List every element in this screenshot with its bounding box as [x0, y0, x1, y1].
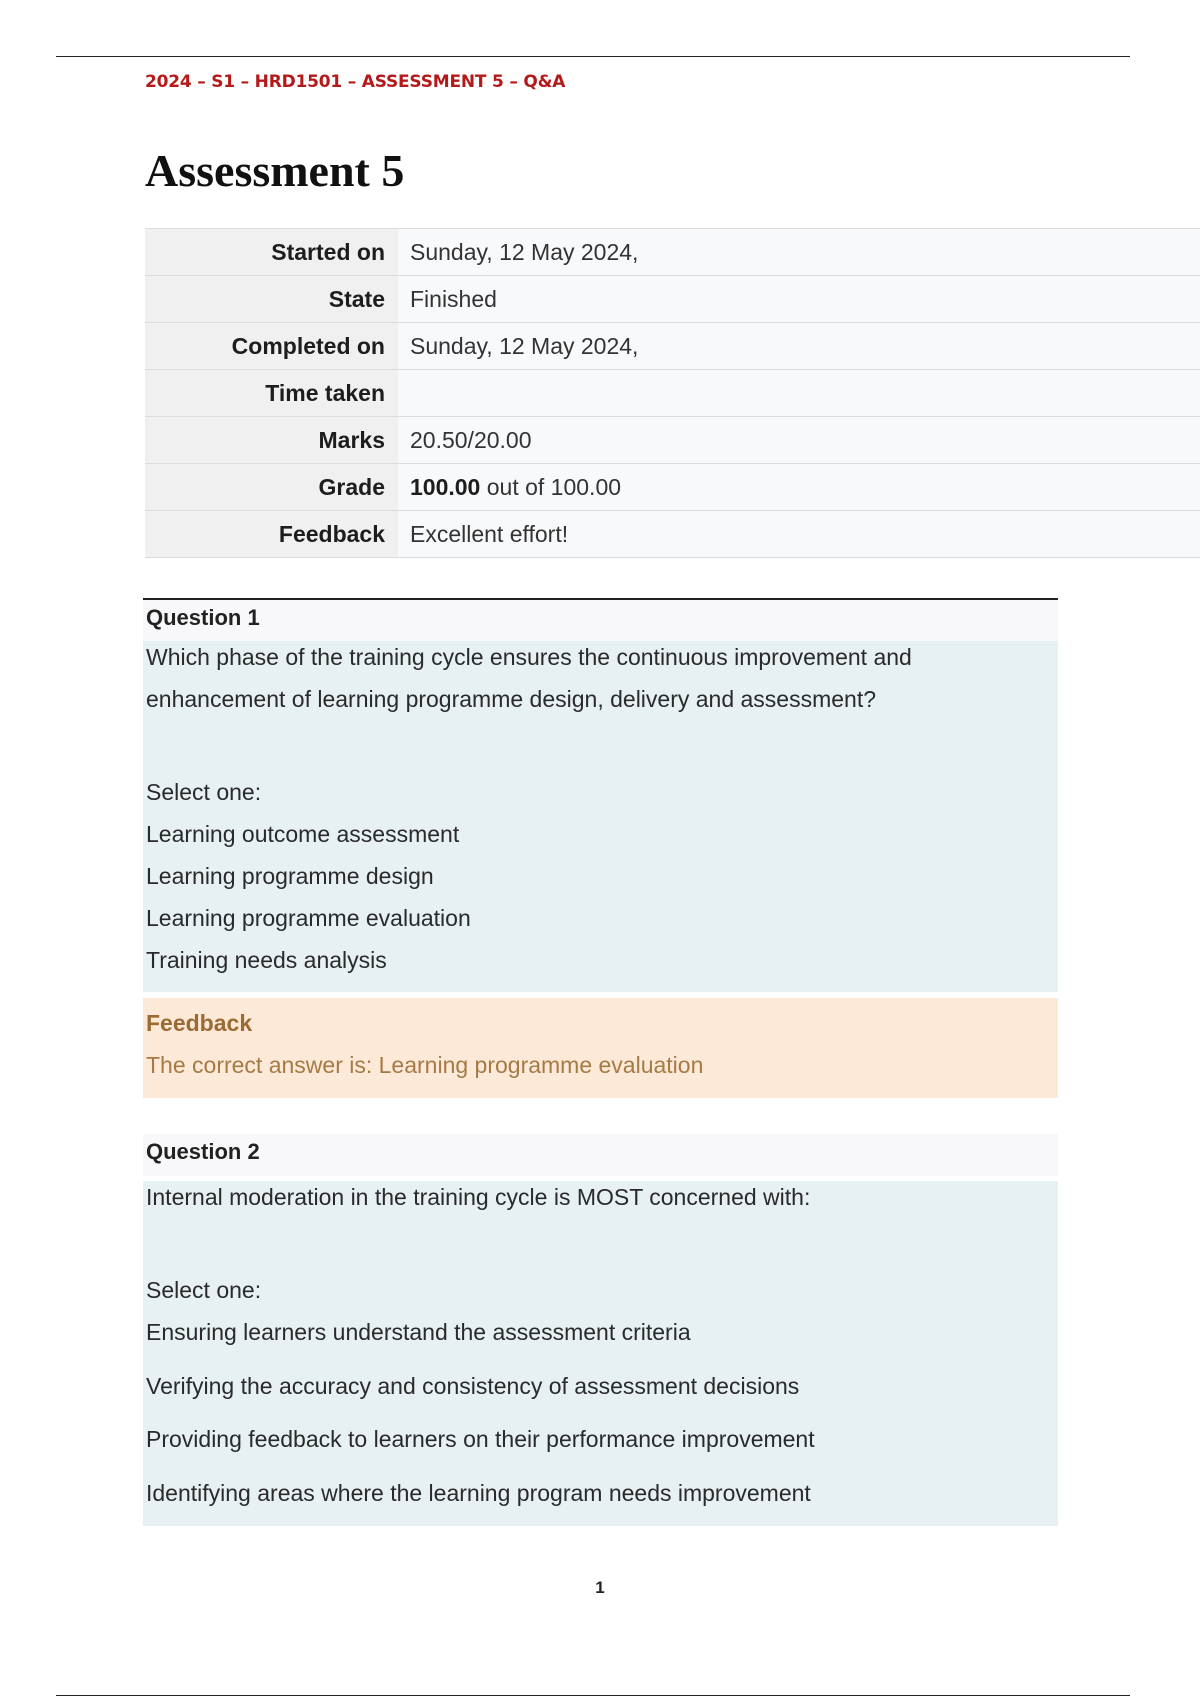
summary-value	[398, 370, 1200, 417]
summary-value: Finished	[398, 276, 1200, 323]
summary-label: Feedback	[145, 511, 398, 558]
answer-option[interactable]: Ensuring learners understand the assessment criteria	[146, 1319, 691, 1345]
select-one-prompt: Select one:	[146, 779, 262, 805]
question-2-body	[143, 1181, 1058, 1526]
question-text: enhancement of learning programme design, delivery and assessment?	[146, 686, 877, 712]
summary-row-completed-on	[145, 323, 1200, 370]
summary-value: Sunday, 12 May 2024,	[398, 323, 1200, 370]
summary-value: Sunday, 12 May 2024,	[398, 229, 1200, 276]
summary-label: Completed on	[145, 323, 398, 370]
summary-value: 20.50/20.00	[398, 417, 1200, 464]
summary-row-time-taken	[145, 370, 1200, 417]
summary-value: Excellent effort!	[398, 511, 1200, 558]
summary-value	[398, 464, 1200, 511]
summary-label: Grade	[145, 464, 398, 511]
summary-label: Started on	[145, 229, 398, 276]
summary-row-grade	[145, 464, 1200, 511]
summary-label: Time taken	[145, 370, 398, 417]
correct-answer-text: The correct answer is: Learning programme evaluation	[146, 1052, 704, 1078]
answer-option[interactable]: Training needs analysis	[146, 947, 387, 973]
summary-row-state	[145, 276, 1200, 323]
summary-label: Marks	[145, 417, 398, 464]
question-2-header	[143, 1134, 1058, 1176]
answer-option[interactable]: Learning programme design	[146, 863, 434, 889]
summary-label: State	[145, 276, 398, 323]
answer-option[interactable]: Providing feedback to learners on their performance improvement	[146, 1426, 815, 1452]
answer-option[interactable]: Verifying the accuracy and consistency of assessment decisions	[146, 1373, 800, 1399]
grade-score: 100.00	[410, 473, 481, 500]
summary-row-feedback	[145, 511, 1200, 558]
answer-option[interactable]: Identifying areas where the learning program needs improvement	[146, 1480, 811, 1506]
question-heading: Question 2	[146, 1139, 260, 1164]
question-1-body	[143, 641, 1058, 992]
summary-row-started-on	[145, 229, 1200, 276]
question-1-feedback	[143, 998, 1058, 1098]
feedback-label: Feedback	[146, 1010, 253, 1036]
question-text: Internal moderation in the training cycle is MOST concerned with:	[146, 1184, 811, 1210]
attempt-summary-table	[145, 228, 1200, 558]
top-rule	[56, 56, 1130, 57]
grade-out-of: out of 100.00	[486, 473, 622, 500]
answer-option[interactable]: Learning programme evaluation	[146, 905, 471, 931]
question-1-header	[143, 598, 1058, 642]
summary-row-marks	[145, 417, 1200, 464]
question-heading: Question 1	[146, 605, 260, 630]
page-title: Assessment 5	[145, 145, 405, 196]
answer-option[interactable]: Learning outcome assessment	[146, 821, 460, 847]
page-number: 1	[595, 1578, 605, 1597]
bottom-rule	[56, 1695, 1130, 1696]
question-text: Which phase of the training cycle ensures the continuous improvement and	[146, 644, 912, 670]
select-one-prompt: Select one:	[146, 1277, 262, 1303]
running-head: 2024 – S1 – HRD1501 – ASSESSMENT 5 – Q&A	[145, 72, 566, 92]
